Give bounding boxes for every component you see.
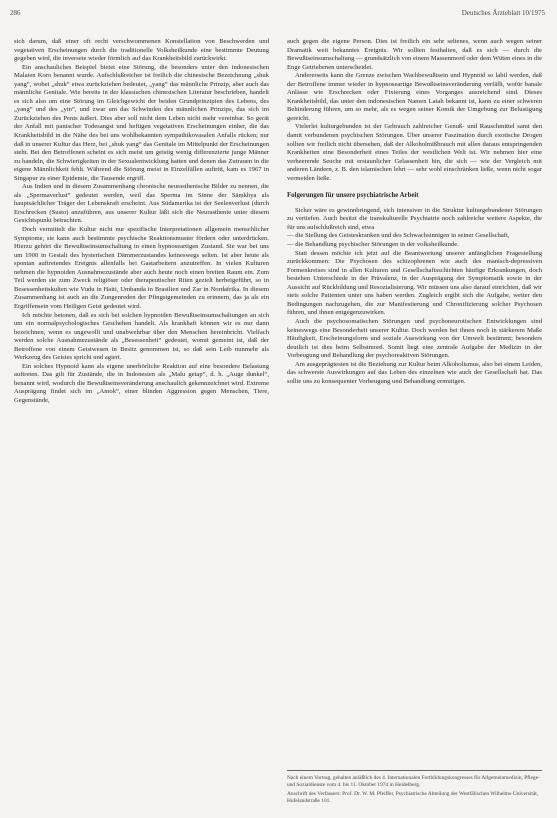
- paragraph: Sicher wäre es gewinnbringend, sich intensiver in die Struktur kulturgebundener Störungen zu vertiefen. Auch besitzt die transkulturelle Psychiatrie noch zahlreiche weitere Aspekte, die für uns aufschlußreich sind, etwa: [287, 206, 542, 231]
- paragraph: Am ausgeprägtesten ist die Beziehung zur Kultur beim Alkoholismus, also bei einem Leiden, das schwerste Auswirkungen auf das Leben des einzelnen wie auch der Gesellschaft hat. Das sollte uns zu konsequenter Vorbeugung und Behandlung ermutigen.: [287, 360, 542, 385]
- footnote: Anschrift des Verfassers: Prof. Dr. W. M. Pfeiffer, Psychiatrische Abteilung der Westfälischen Wilhelms-Universität, Hufelandstraße 101.: [287, 791, 539, 804]
- footnote-block: [287, 770, 542, 807]
- paragraph: Andererseits kann die Grenze zwischen Wachbewußtsein und Hypnoid so labil werden, daß der Betroffene immer wieder in hypnoseartige Bewußtseinsveränderung verfällt, wofür banale Anlässe wie Erschrecken oder Fixierung eines Vorganges ausreichend sind. Dieses Krankheitsbild, das unter den indonesischen Namen Latah bekannt ist, kann zu einer schweren Behinderung führen, um so mehr, als es wegen seiner Komik der Umgebung zur Belustigung gereicht.: [287, 72, 542, 122]
- paragraph: Ein anschauliches Beispiel bietet eine Störung, die besonders unter den indonesischen Malaien Koro benannt wurde. Aufschlußreicher ist freilich die chinesische Bezeichnung „shuk yang“, wobei „shuk“ etwa zurückziehen bedeutet, „yang“ das männliche Prinzip, aber auch das männliche Genitale. Wie bereits in der klassischen chinesischen Literatur beschrieben, handelt es sich also um eine Störung im Gleichgewicht der beiden Grundprinzipien des Lebens, des „yang“ und des „yin“, und zwar um das Schwinden des männlichen Prinzips, das sich im Zurückziehen des Penis äußert. Dies aber soll nicht dem Leben nicht mehr vereinbar. So gerät der Anfall mit panischer Todesangst und heftigen vegetativen Erscheinungen einher, die das Krankheitsbild in die Nähe des bei uns wohlbekannten sympathikovasalen Anfalls rücken; nur daß in unserer Kultur das Herz, bei „shuk yang“ das Genitale im Mittelpunkt der Erscheinungen steht. Bei den Betroffenen scheint es sich meist um geistig wenig differenzierte junge Männer zu handeln, die Schwierigkeiten in der Sexualentwicklung hatten und denen das Zutrauen in die eigene Männlichkeit fehlt. Während die Störung meist in Einzelfällen auftritt, kam es 1967 in Singapur zu einer Epidemie, die Tausende ergriff.: [14, 63, 269, 182]
- paragraph: Statt dessen möchte ich jetzt auf die Beantwortung unserer anfänglichen Fragestellung zurückkommen: Die Psychosen des schizophrenen wie auch des manisch-depressiven Formenkreises sind in allen Kulturen und Gesellschaftsschichten häufige Erkrankungen, doch bestehen Unterschiede in der Prävalenz, in der Ausprägung der Symptomatik sowie in der Aussicht auf Rückbildung und Resozialisierung. Wir müssen uns also darauf einrichten, daß wir stets solche Patienten unter uns haben werden. Zugleich ergibt sich die Aufgabe, weiter den Bedingungen nachzugehen, die zur Manifestierung und Chronifizierung solcher Psychosen führen, und ihnen entgegenzuwirken.: [287, 249, 542, 317]
- paragraph: Ich möchte betonen, daß es sich bei solchen hypnoiden Bewußtseinsumschaltungen an sich um ein normalpsychologisches Geschehen handelt. Als krankhaft können wir es nur dann bezeichnen, wenn es ungewollt und unabwehrbar über den Menschen hereinbricht. Vielfach werden solche Ausnahmezustände als „Besessenheit“ gedeutet, womit gemeint ist, daß der Betroffene von einem Geistwesen in Besitz genommen ist, so daß sein Leib nunmehr als Werkzeug des Geistes spricht und agiert.: [14, 311, 269, 362]
- paragraph: Doch vermittelt die Kultur nicht nur spezifische Interpretationen allgemein menschlicher Symptome, sie kann auch bestimmte psychische Reaktionsmuster fördern oder unterdrücken. Hierzu gehört die Bewußtseinsumschaltung in einen hypnoseartigen Zustand. Sie war bei uns um 1900 in Gestalt des hysterischen Dämmerzustandes keineswegs selten. Ist aber heute als spontan auftretendes Ereignis allenfalls bei Gastarbeitern anzutreffen. In vielen Kulturen nehmen die hypnoiden Ausnahmezustände aber auch heute noch einen breiten Raum ein. Zum Teil werden sie zum Zweck religiöser oder therapeutischer Riten gezielt herbeigeführt, so in Besessenheitskulten wie Vudu in Haiti, Umbanda in Brasilien und Zar in Nordafrika. In diesem Zusammenhang ist auch an die Zungenreden der Pfingstgemeinden zu erinnern, das ja als ein Ergriffensein vom Heiligen Geist gedeutet wird.: [14, 226, 269, 310]
- paragraph: sich darum, daß einer oft recht verschwommenen Konstellation von Beschwerden und vegetativen Erscheinungen durch die traditionelle Volksheilkunde eine bestimmte Deutung gegeben wird, die inversete wieder förmlich auf das Krankheitsbild zurückwirkt.: [14, 38, 269, 63]
- list-item: — die Behandlung psychischer Störungen in der volksheilkunde.: [287, 241, 459, 249]
- page-number: 286: [10, 9, 21, 17]
- section-heading: Folgerungen für unsere psychiatrische Arbeit: [287, 192, 419, 200]
- paragraph: Vielerlei kulturgebunden ist der Gebrauch zahlreicher Genuß- und Rauschmittel samt den damit verbundenen psychischen Störungen. Über unserer Faszination durch exotische Drogen sollten wir freilich nicht übersehen, daß der Alkoholmißbrauch mit allen daraus entspringenden Krankheiten eine Besonderheit eines Teiles der westlichen Welt ist. Wir nehmen hier eine verheerende Seuche mit erstaunlicher Gelassenheit hin, die sich — wie der Vergleich mit anderen Ländern, z. B. den islamischen lehrt — sehr wohl einschränken ließe, wenn nicht sogar vermeiden ließe.: [287, 123, 542, 182]
- paragraph: Auch die psychosomatischen Störungen und psychoneurotischen Entwicklungen sind keineswegs eine Besonderheit unserer Kultur. Doch werden bei ihnen noch in stärkerem Maße Häufigkeit, Erscheinungsform und soziale Auswirkung von der Umwelt bestimmt; besonders deutlich ist dies beim Selbstmord. Somit liegt eine zentrale Aufgabe der Medizin in der Vorbeugung und Behandlung der psychoreaktiven Störungen.: [287, 317, 542, 360]
- left-column: [14, 38, 269, 406]
- footnote: Nach einem Vortrag, gehalten anläßlich des 4. Internationalen Fortbildungskongresses für Allgemeinmedizin, Pflege- und Sozialdienste vom 4. bis 11. Oktober 1974 in Heidelberg.: [287, 775, 540, 788]
- bullet-list: [287, 232, 542, 249]
- paragraph: Ein solches Hypnoid kann als eigene unerhörliche Reaktion auf eine besondere Belastung auftreten. Das gilt für Zustände, die in Indonesien als „Malu getap“, d. h. „Auge dunkel“, benannt wird, wodurch die Bewußtseinsveränderung anschaulich gekennzeichnet wird. Extreme Ausprägung findet sich im „Amok“, einer blinden Aggression gegen Menschen, Tiere, Gegenstände,: [14, 362, 269, 404]
- journal-title: Deutsches Ärzteblatt 10/1975: [461, 9, 545, 17]
- paragraph: Aus Indien und in diesem Zusammenhang chronische neurasthenische Bilder zu nennen, die als „Spermaverlust“ gedeutet werden, weil das Sperma im Sinne der Sāṃkhya als hauptsächlicher Träger der Lebenskraft erscheint. Aus Südamerika ist der Seelenverlust (durch Erschrecken (Susto) anzuführen, aus unserer Kultur läßt sich die Neurasthenie unter diesem Gesichtspunkt betrachten.: [14, 183, 269, 225]
- paragraph: auch gegen die eigene Person. Dies ist freilich ein sehr seltenes, wenn auch wegen seiner Dramatik weit bekanntes Ereignis. Wir sollten festhalten, daß es sich — durch die Bewußtseinsumschaltung — grundsätzlich von einem Massenmord oder dem Wüten eines in die Enge Getriebenen unterscheidet.: [287, 38, 542, 71]
- right-column: [287, 38, 542, 386]
- list-item: — die Stellung des Geisteskranken und des Schwachsinnigen in seiner Gesellschaft,: [287, 232, 510, 240]
